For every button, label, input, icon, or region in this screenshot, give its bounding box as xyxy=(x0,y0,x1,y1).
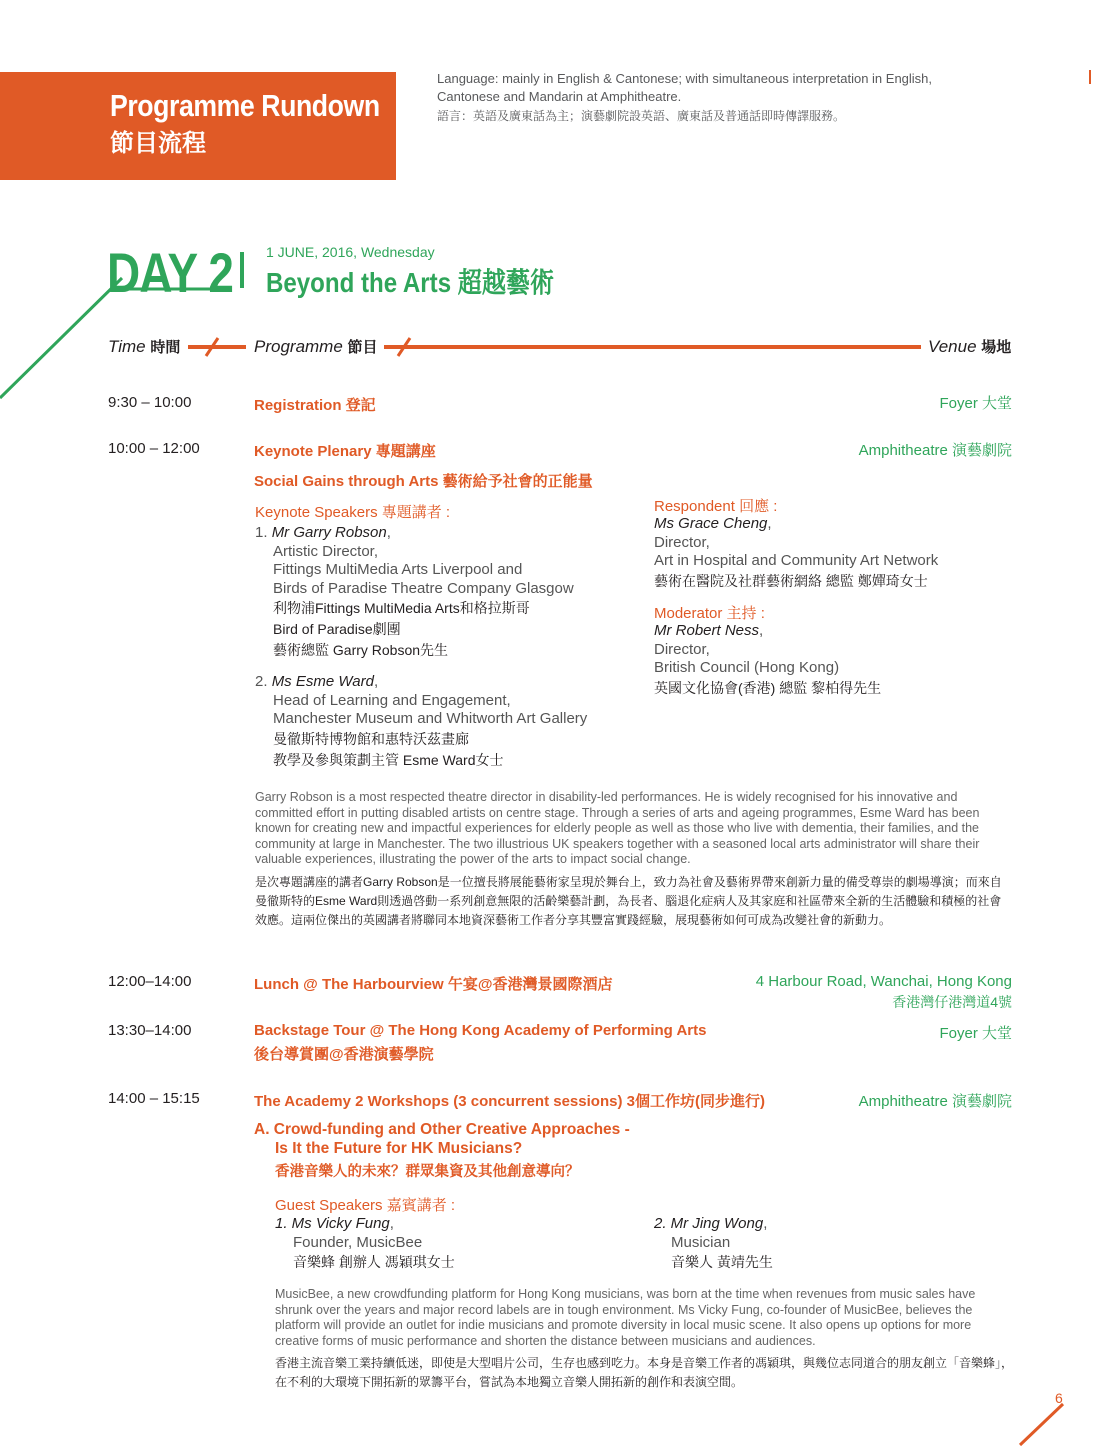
language-note-en: Language: mainly in English & Cantonese; with simultaneous interpretation in English, Cantonese and Mandarin at Amphitheatre. xyxy=(437,71,933,104)
column-time xyxy=(108,336,180,357)
language-note-zh: 語言：英語及廣東話為主；演藝劇院設英語、廣東話及普通話即時傳譯服務。 xyxy=(437,109,846,123)
guest-1-zh: 音樂蜂 創辦人 馮穎琪女士 xyxy=(293,1254,455,1270)
backstage-venue: Foyer 大堂 xyxy=(939,1025,1012,1042)
keynote-title: Keynote Plenary 專題講座 xyxy=(254,443,436,460)
guest-2-role: Musician xyxy=(671,1233,731,1251)
session-a-title-2: Is It the Future for HK Musicians? xyxy=(275,1140,523,1157)
column-rule-2 xyxy=(384,345,921,349)
day-label: DAY 2 xyxy=(107,241,234,304)
guest-1-name: 1. Ms Vicky Fung xyxy=(275,1215,390,1232)
speaker-2-role: Head of Learning and Engagement, xyxy=(273,691,511,709)
day-theme: Beyond the Arts 超越藝術 xyxy=(266,267,555,298)
respondent-name: Ms Grace Cheng xyxy=(654,515,768,532)
respondent-role: Director, xyxy=(654,533,710,551)
moderator: Mr Robert Ness, Director, British Council (Hong Kong) 英國文化協會(香港) 總監 黎柏得先生 xyxy=(654,622,881,699)
workshops-time: 14:00 – 15:15 xyxy=(108,1090,200,1107)
lunch-venue: 4 Harbour Road, Wanchai, Hong Kong xyxy=(755,973,1012,990)
page-title: Programme Rundown xyxy=(110,88,380,123)
speaker-2-zh-2: 教學及參與策劃主管 Esme Ward女士 xyxy=(273,751,504,768)
workshops-title: The Academy 2 Workshops (3 concurrent sessions) 3個工作坊(同步進行) xyxy=(254,1093,765,1110)
keynote-venue: Amphitheatre 演藝劇院 xyxy=(858,442,1012,459)
registration-title: Registration 登記 xyxy=(254,397,376,414)
column-programme xyxy=(254,336,378,357)
backstage-title-zh: 後台導賞團@香港演藝學院 xyxy=(254,1046,434,1063)
guest-1: 1. Ms Vicky Fung, Founder, MusicBee 音樂蜂 創辦人 馮穎琪女士 xyxy=(275,1215,455,1273)
registration-time: 9:30 – 10:00 xyxy=(108,394,192,411)
respondent: Ms Grace Cheng, Director, Art in Hospital and Community Art Network 藝術在醫院及社群藝術網絡 總監 鄭嬋琦女士 xyxy=(654,515,938,592)
column-time-label: Time xyxy=(108,337,146,356)
workshop-description-en: MusicBee, a new crowdfunding platform for Hong Kong musicians, was born at the time when revenues from music sales have shrunk over the years and major record labels are in tough environment. Ms Vicky Fung, co-founder of MusicBee, believes the platform will provide an outlet for indie musicians and promote diversity in local music scene. It also opens up options for more creative forms of music performance and shorten the distance between musicians and audiences. xyxy=(275,1287,976,1348)
keynote-description-zh: 是次專題講座的講者Garry Robson是一位擅長將展能藝術家呈現於舞台上，致力為社會及藝術界帶來創新力量的備受尊崇的劇場導演；而來自曼徹斯特的Esme Ward則透過啓動一系列創意無限的活齡樂藝計劃，為長者、腦退化症病人及其家庭和社區帶來全新的生活體驗和積極的社會效應。這兩位傑出的英國講者將聯同本地資深藝術工作者分享其豐富實踐經驗，展現藝術如何可成為改變社會的新動力。 xyxy=(255,875,1002,927)
guest-2-zh: 音樂人 黃靖先生 xyxy=(671,1254,773,1270)
day-divider xyxy=(240,252,244,288)
respondent-org: Art in Hospital and Community Art Network xyxy=(654,552,939,569)
speaker-1-zh-3: 藝術總監 Garry Robson先生 xyxy=(273,642,449,658)
speaker-1-zh-1: 利物浦Fittings MultiMedia Arts和格拉斯哥 xyxy=(273,600,530,616)
column-time-label-zh: 時間 xyxy=(150,339,181,356)
green-diagonal-line xyxy=(0,278,122,398)
keynote-speakers-heading: Keynote Speakers 專題講者 : xyxy=(255,504,451,521)
keynote-subtitle: Social Gains through Arts 藝術給予社會的正能量 xyxy=(254,473,593,490)
speaker-1-name: Mr Garry Robson xyxy=(271,524,387,541)
workshops-venue: Amphitheatre 演藝劇院 xyxy=(858,1093,1012,1110)
page-title-zh: 節目流程 xyxy=(110,130,206,157)
speaker-1-org-1: Fittings MultiMedia Arts Liverpool and xyxy=(273,561,523,578)
backstage-time: 13:30–14:00 xyxy=(108,1022,192,1039)
registration-venue: Foyer 大堂 xyxy=(939,395,1012,412)
session-a-title-zh: 香港音樂人的未來？群眾集資及其他創意導向？ xyxy=(275,1164,580,1180)
session-a-title-1: A. Crowd-funding and Other Creative Approaches - xyxy=(254,1121,630,1138)
orange-diagonal-line xyxy=(1020,1404,1063,1445)
moderator-role: Director, xyxy=(654,640,710,658)
moderator-zh: 英國文化協會(香港) 總監 黎柏得先生 xyxy=(654,679,882,696)
backstage-title: Backstage Tour @ The Hong Kong Academy of Performing Arts xyxy=(254,1022,707,1039)
speaker-2-org: Manchester Museum and Whitworth Art Gallery xyxy=(273,710,588,727)
keynote-description-en: Garry Robson is a most respected theatre director in disability-led performances. He is widely recognised for his innovative and committed effort in putting disabled artists on centre stage. Through a series of arts and ageing programmes, Esme Ward has been known for creating new and impactful experiences for elderly people as well as those who live with dementia, their families, and the community at large in Manchester. The two illustrious UK speakers together with a seasoned local arts administrator will share their valuable experiences, illustrating the power of the arts to impact social change. xyxy=(255,790,980,866)
language-note xyxy=(437,70,997,125)
speaker-2: 2. Ms Esme Ward, Head of Learning and Engagement, Manchester Museum and Whitworth Art Gallery 曼徹斯特博物館和惠特沃茲畫廊 教學及參與策劃主管 Esme Ward女士 xyxy=(255,673,587,771)
guest-2: 2. Mr Jing Wong, Musician 音樂人 黃靖先生 xyxy=(654,1215,773,1273)
respondent-zh: 藝術在醫院及社群藝術網絡 總監 鄭嬋琦女士 xyxy=(654,572,928,589)
respondent-heading: Respondent 回應 : xyxy=(654,498,778,515)
moderator-name: Mr Robert Ness xyxy=(654,622,760,639)
moderator-org: British Council (Hong Kong) xyxy=(654,659,840,676)
column-venue-label: Venue xyxy=(928,337,977,356)
guest-1-role: Founder, MusicBee xyxy=(293,1233,423,1251)
speaker-1-role: Artistic Director, xyxy=(273,542,379,560)
moderator-heading: Moderator 主持 : xyxy=(654,605,765,622)
workshop-description-zh: 香港主流音樂工業持續低迷，即使是大型唱片公司，生存也感到吃力。本身是音樂工作者的馮穎琪，與幾位志同道合的朋友創立「音樂蜂」，在不利的大環境下開拓新的眾籌平台，嘗試為本地獨立音樂人開拓新的創作和表演空間。 xyxy=(275,1356,1014,1389)
lunch-venue-zh: 香港灣仔港灣道4號 xyxy=(892,994,1012,1010)
lunch-time: 12:00–14:00 xyxy=(108,973,192,990)
slash-mark-1 xyxy=(200,335,224,359)
guest-2-name: 2. Mr Jing Wong xyxy=(654,1215,764,1232)
lunch-title: Lunch @ The Harbourview 午宴@香港灣景國際酒店 xyxy=(254,976,613,993)
speaker-1-zh-2: Bird of Paradise劇團 xyxy=(273,621,401,637)
speaker-1-number: 1. xyxy=(255,524,268,541)
speaker-2-zh-1: 曼徹斯特博物館和惠特沃茲畫廊 xyxy=(273,730,469,747)
column-venue xyxy=(928,336,1011,357)
guest-speakers-heading: Guest Speakers 嘉賓講者 : xyxy=(275,1197,456,1214)
speaker-1: 1. Mr Garry Robson, Artistic Director, Fittings MultiMedia Arts Liverpool and Birds of Paradise Theatre Company Glasgow 利物浦Fittings MultiMedia Arts和格拉斯哥 Bird of Paradise劇團 藝術總監 Garry Robson先生 xyxy=(255,524,574,661)
column-venue-label-zh: 場地 xyxy=(981,339,1012,356)
speaker-1-org-2: Birds of Paradise Theatre Company Glasgow xyxy=(273,579,574,597)
speaker-2-name: Ms Esme Ward xyxy=(271,673,374,690)
speaker-2-number: 2. xyxy=(255,673,268,690)
column-programme-label-zh: 節目 xyxy=(347,339,378,356)
column-programme-label: Programme xyxy=(254,337,343,356)
day-date: 1 JUNE, 2016, Wednesday xyxy=(266,244,435,260)
slash-mark-2 xyxy=(392,335,416,359)
keynote-time: 10:00 – 12:00 xyxy=(108,440,200,457)
page-number: 6 xyxy=(1055,1390,1063,1406)
